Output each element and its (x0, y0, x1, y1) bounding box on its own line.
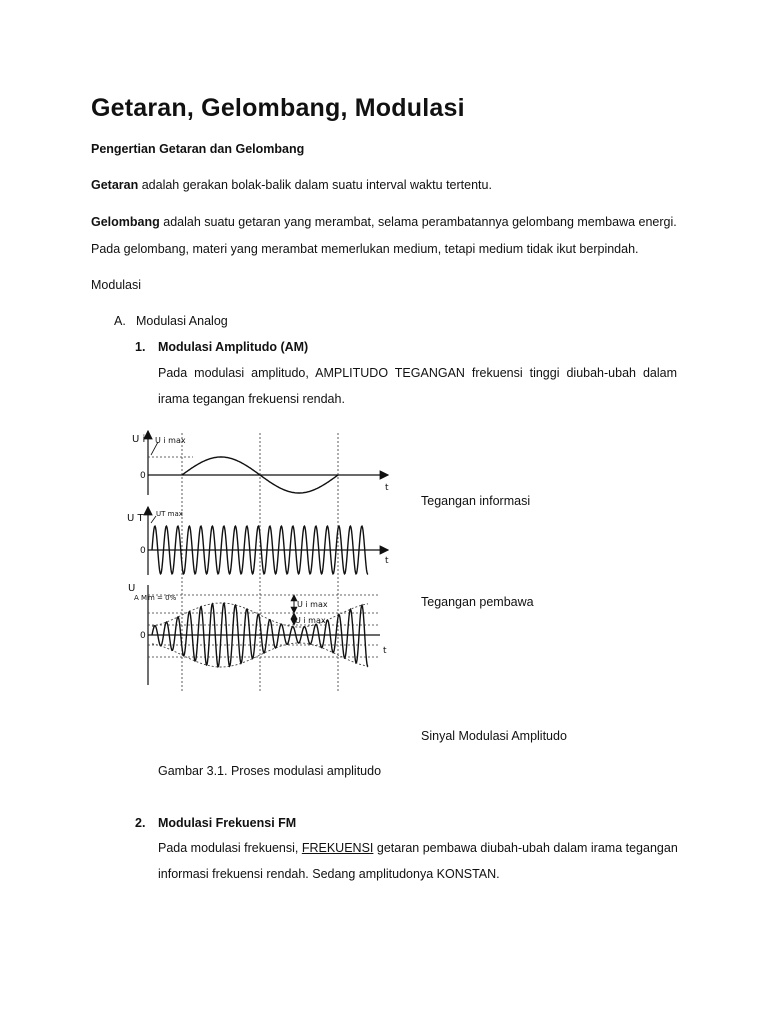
carrier-signal-panel (127, 507, 389, 575)
modulasi-heading: Modulasi (91, 278, 142, 292)
getaran-term: Getaran (91, 178, 139, 192)
axis-t-2: t (385, 556, 389, 566)
getaran-paragraph (91, 178, 492, 192)
item1-title: Modulasi Amplitudo (AM) (158, 340, 309, 354)
getaran-text: adalah gerakan bolak-balik dalam suatu interval waktu tertentu. (138, 178, 492, 192)
info-signal-panel (132, 431, 389, 495)
gelombang-text1: adalah suatu getaran yang merambat, selama perambatannya gelombang membawa energi. (159, 215, 677, 229)
item2-line1 (158, 841, 677, 855)
item2-title: Modulasi Frekuensi FM (158, 816, 297, 830)
item2-number: 2. (135, 816, 146, 830)
item1-line2: irama tegangan frekuensi rendah. (158, 392, 345, 406)
item2-line1-link: FREKUENSI (301, 841, 374, 855)
gelombang-text2: Pada gelombang, materi yang merambat memerlukan medium, tetapi medium tidak ikut berpindah. (91, 242, 639, 256)
figure-label-info: Tegangan informasi (421, 494, 531, 508)
axis-label-u: U (128, 583, 136, 594)
axis-zero-1: 0 (140, 471, 146, 481)
axis-label-am: A M (134, 594, 148, 602)
axis-label-ui-max-3: U i max (295, 616, 326, 625)
gelombang-term: Gelombang (91, 215, 160, 229)
figure-label-carrier: Tegangan pembawa (421, 595, 534, 609)
section-a-label: Modulasi Analog (136, 314, 228, 328)
figure-caption: Gambar 3.1. Proses modulasi amplitudo (158, 764, 382, 778)
axis-zero-2: 0 (140, 546, 146, 556)
item2-line2: informasi frekuensi rendah. Sedang amplitudonya KONSTAN. (158, 867, 500, 881)
item1-line1: Pada modulasi amplitudo, AMPLITUDO TEGANGAN frekuensi tinggi diubah-ubah dalam (158, 366, 677, 380)
axis-label-ut: U T (127, 513, 144, 524)
axis-label-ui-max-2: U i max (297, 600, 328, 609)
axis-zero-3: 0 (140, 631, 146, 641)
axis-label-m-pct: m = 0% (148, 594, 177, 602)
item1-number: 1. (135, 340, 146, 354)
axis-t-3: t (383, 646, 387, 656)
axis-label-ui: U i (132, 434, 146, 445)
figure-label-am: Sinyal Modulasi Amplitudo (421, 729, 567, 743)
item2-line1-pre: Pada modulasi frekuensi, (158, 841, 302, 855)
section-a-marker: A. (114, 314, 126, 328)
axis-label-ui-max: U i max (155, 436, 186, 445)
page-title: Getaran, Gelombang, Modulasi (91, 94, 465, 122)
am-modulation-figure (118, 425, 398, 695)
axis-t-1: t (385, 483, 389, 493)
axis-label-ut-max: UT max (156, 510, 183, 518)
gelombang-paragraph (91, 215, 677, 229)
subheading: Pengertian Getaran dan Gelombang (91, 142, 305, 156)
item2-line1-post: getaran pembawa diubah-ubah dalam irama tegangan (373, 841, 678, 855)
am-signal-panel (128, 583, 387, 685)
